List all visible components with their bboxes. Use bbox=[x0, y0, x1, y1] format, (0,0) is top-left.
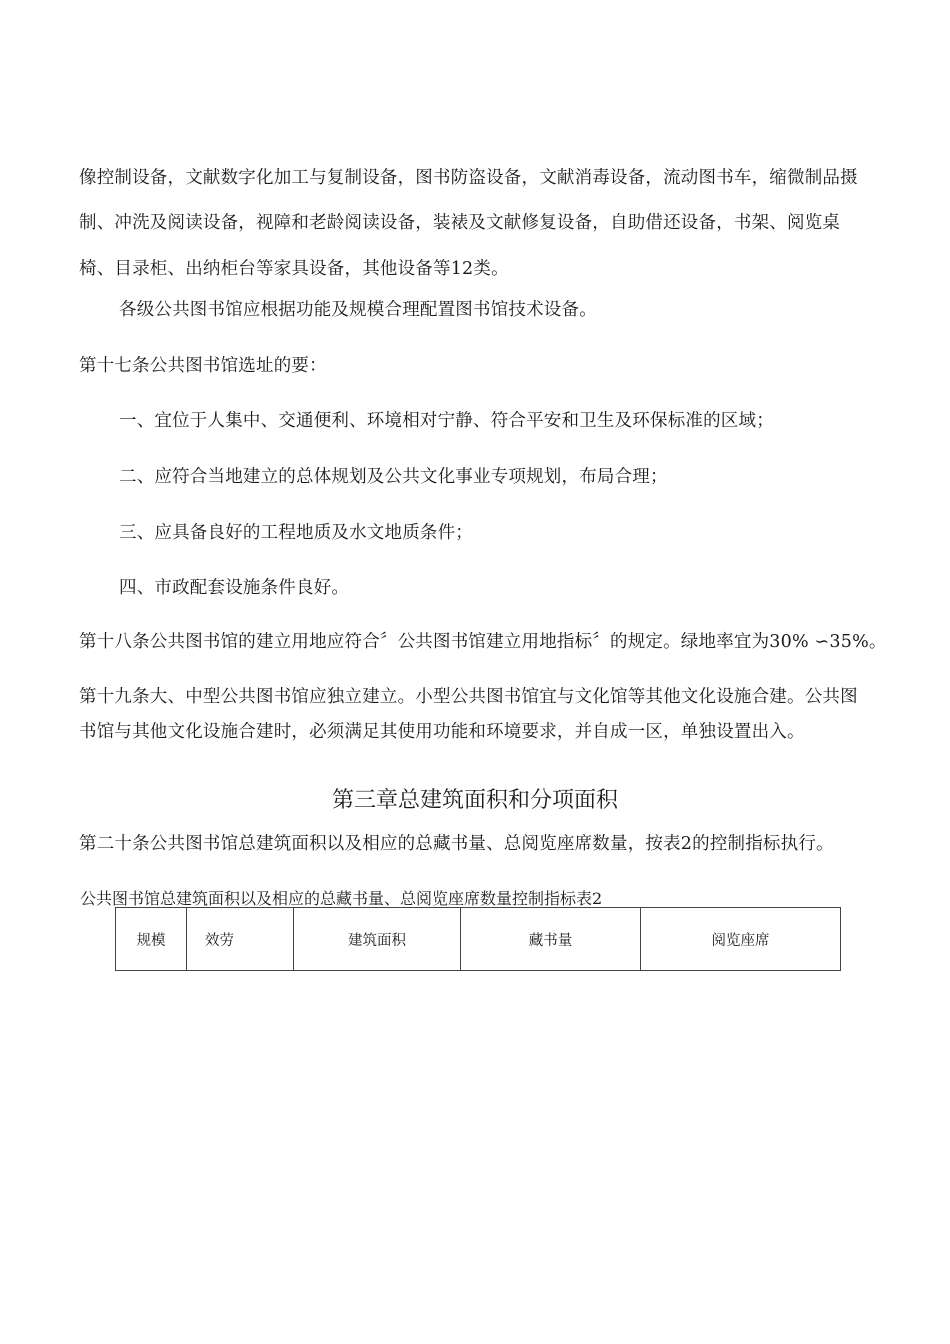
table-header-cell: 规模 bbox=[116, 908, 187, 971]
article-17-heading: 第十七条公共图书馆选址的要： bbox=[79, 356, 327, 376]
paragraph-line: 椅、目录柜、出纳柜台等家具设备，其他设备等12类。 bbox=[79, 259, 509, 279]
article-19-line: 第十九条大、中型公共图书馆应独立建立。小型公共图书馆宜与文化馆等其他文化设施合建。公共图 bbox=[79, 687, 858, 707]
table-header-cell: 阅览座席 bbox=[641, 908, 841, 971]
paragraph-line: 制、冲洗及阅读设备，视障和老龄阅读设备，装裱及文献修复设备，自助借还设备，书架、阅览桌 bbox=[79, 213, 841, 233]
article-17-item-1: 一、宜位于人集中、交通便利、环境相对宁静、符合平安和卫生及环保标准的区域； bbox=[119, 411, 774, 431]
chapter-title: 第三章总建筑面积和分项面积 bbox=[331, 788, 618, 813]
table-header-cell: 藏书量 bbox=[461, 908, 641, 971]
article-17-item-4: 四、市政配套设施条件良好。 bbox=[119, 578, 350, 598]
table-caption: 公共图书馆总建筑面积以及相应的总藏书量、总阅览座席数量控制指标表2 bbox=[80, 889, 603, 908]
indicator-table bbox=[115, 907, 841, 971]
table-header-cell: 效劳 bbox=[187, 908, 294, 971]
article-20: 第二十条公共图书馆总建筑面积以及相应的总藏书量、总阅览座席数量，按表2的控制指标执行。 bbox=[79, 834, 834, 854]
table-header-cell: 建筑面积 bbox=[294, 908, 461, 971]
article-17-item-3: 三、应具备良好的工程地质及水文地质条件； bbox=[119, 523, 473, 543]
article-18: 第十八条公共图书馆的建立用地应符合〞公共图书馆建立用地指标〞的规定。绿地率宜为30% ∽35%。 bbox=[79, 632, 887, 652]
table-header-row bbox=[116, 908, 841, 971]
article-17-item-2: 二、应符合当地建立的总体规划及公共文化事业专项规划，布局合理； bbox=[119, 467, 668, 487]
article-19-line: 书馆与其他文化设施合建时，必须满足其使用功能和环境要求，并自成一区，单独设置出入。 bbox=[79, 722, 805, 742]
paragraph-line: 像控制设备，文献数字化加工与复制设备，图书防盗设备，文献消毒设备，流动图书车，缩微制品摄 bbox=[79, 168, 858, 188]
paragraph: 各级公共图书馆应根据功能及规模合理配置图书馆技术设备。 bbox=[119, 300, 597, 320]
